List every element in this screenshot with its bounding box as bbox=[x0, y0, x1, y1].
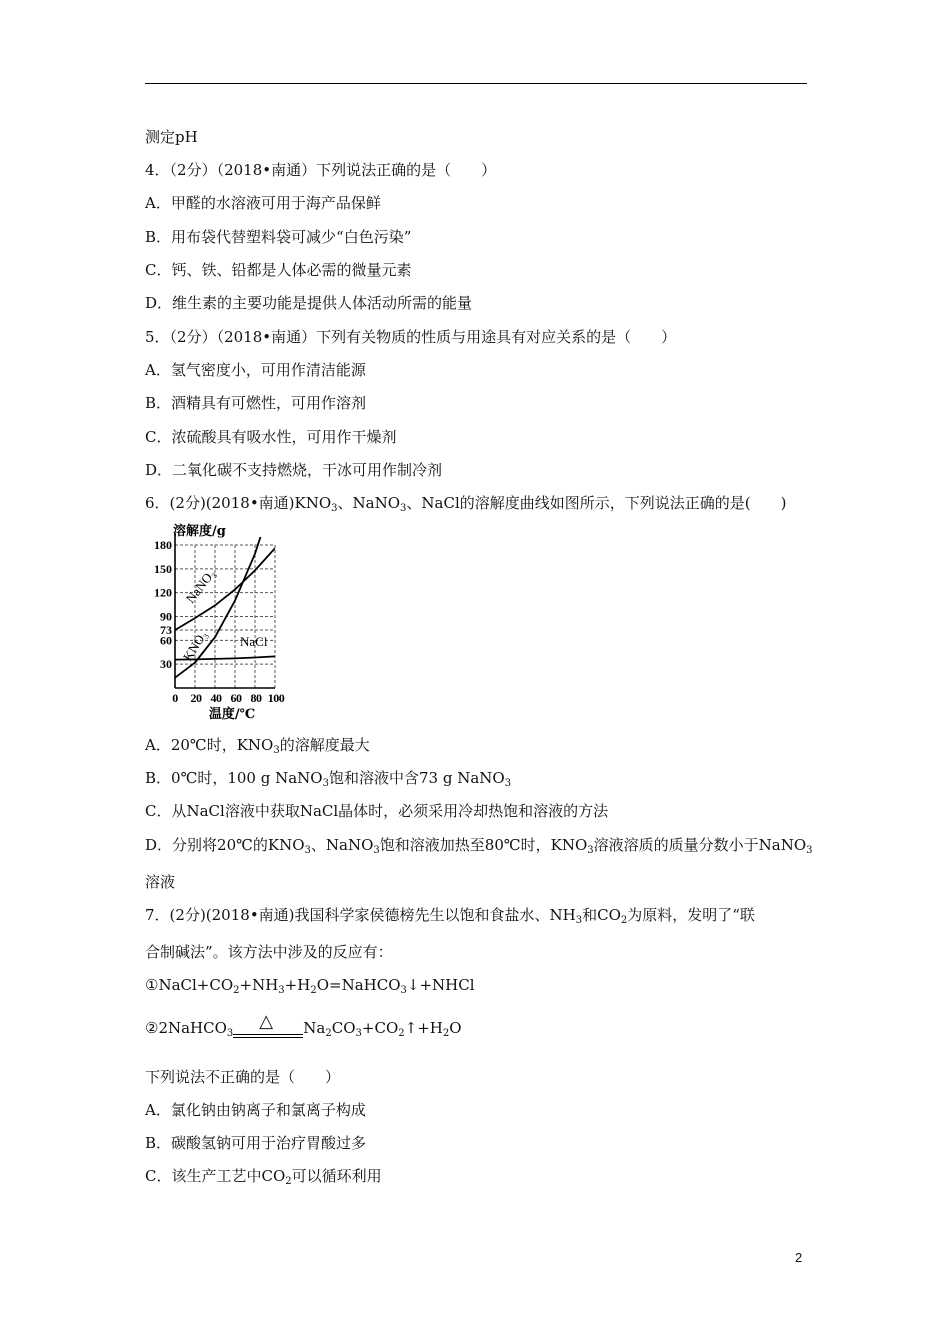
y-tick-label: 120 bbox=[154, 585, 172, 600]
y-tick-label: 90 bbox=[160, 609, 172, 624]
x-tick-label: 0 bbox=[172, 691, 178, 705]
q7-stem: 7．(2分)(2018•南通)我国科学家侯德榜先生以饱和食盐水、$NH_3$和$CO_2$为原料，发明了“联 bbox=[145, 906, 755, 926]
y-tick-label: 73 bbox=[160, 623, 172, 638]
label-kno3: KNO₃ bbox=[179, 627, 210, 664]
q6-option-d-cont: 溶液 bbox=[145, 873, 176, 891]
q4-stem: 4．（2分）（2018•南通）下列说法正确的是（ ） bbox=[145, 161, 497, 179]
y-axis-title: 溶解度/g bbox=[173, 524, 226, 539]
q5-stem: 5．（2分）（2018•南通）下列有关物质的性质与用途具有对应关系的是（ ） bbox=[145, 328, 677, 346]
q6-option-c: C．从NaCl溶液中获取NaCl晶体时，必须采用冷却热饱和溶液的方法 bbox=[145, 802, 609, 820]
q5-option-c: C．浓硫酸具有吸水性，可用作干燥剂 bbox=[145, 428, 397, 446]
y-tick-label: 30 bbox=[160, 657, 172, 672]
label-nacl: NaCl bbox=[240, 634, 268, 649]
q7-option-a: A．氯化钠由钠离子和氯离子构成 bbox=[145, 1101, 366, 1119]
heat-triangle-icon: △ bbox=[259, 1011, 274, 1032]
q7-stem-cont: 合制碱法”。该方法中涉及的反应有： bbox=[145, 943, 393, 961]
q6-option-a: A．20℃时，$KNO_3$的溶解度最大 bbox=[145, 736, 370, 756]
q7-ask: 下列说法不正确的是（ ） bbox=[145, 1068, 341, 1086]
q6-option-b: B．0℃时，100 g NaNO$_3$饱和溶液中含73 g NaNO$_3$ bbox=[145, 769, 512, 789]
equation-2: ②2NaHCO$_3$ △ $Na_2CO_3+CO_2↑+H_2O$ bbox=[145, 1018, 462, 1044]
q4-option-a: A．甲醛的水溶液可用于海产品保鲜 bbox=[145, 194, 381, 212]
q5-option-b: B．酒精具有可燃性，可用作溶剂 bbox=[145, 394, 367, 412]
x-tick-label: 100 bbox=[267, 691, 285, 705]
x-tick-label: 60 bbox=[230, 691, 242, 705]
y-tick-label: 150 bbox=[154, 561, 172, 576]
y-tick-label: 60 bbox=[160, 633, 172, 648]
y-tick-label: 180 bbox=[154, 538, 172, 552]
label-nano3: NaNO₃ bbox=[182, 566, 219, 606]
q5-option-d: D．二氧化碳不支持燃烧，干冰可用作制冷剂 bbox=[145, 461, 443, 479]
equation-1: $①NaCl+CO_2+NH_3+H_2O=NaHCO_3↓+NHCl$ bbox=[145, 976, 475, 996]
q7-option-b: B．碳酸氢钠可用于治疗胃酸过多 bbox=[145, 1134, 367, 1152]
page-number: 2 bbox=[795, 1250, 803, 1265]
x-axis-title: 温度/℃ bbox=[208, 707, 256, 720]
q7-option-c: C．该生产工艺中$CO_2$可以循环利用 bbox=[145, 1167, 382, 1187]
header-rule bbox=[145, 83, 807, 84]
q6-stem: 6．(2分)(2018•南通)$KNO_3$、NaNO$_3$、NaCl的溶解度曲线如图所示，下列说法正确的是( ) bbox=[145, 494, 787, 514]
x-tick-label: 40 bbox=[210, 691, 222, 705]
heat-condition-arrow bbox=[233, 1011, 303, 1044]
q4-option-c: C．钙、铁、铅都是人体必需的微量元素 bbox=[145, 261, 412, 279]
text-line: 测定pH bbox=[145, 128, 198, 146]
x-tick-label: 20 bbox=[190, 691, 202, 705]
solubility-chart bbox=[140, 520, 290, 720]
q4-option-b: B．用布袋代替塑料袋可减少“白色污染” bbox=[145, 228, 412, 246]
q5-option-a: A．氢气密度小，可用作清洁能源 bbox=[145, 361, 366, 379]
x-tick-label: 80 bbox=[250, 691, 262, 705]
q6-option-d: D．分别将20℃的$KNO_3$、NaNO$_3$饱和溶液加热至80℃时，$KNO_3$溶液溶质的质量分数小于NaNO$_3$ bbox=[145, 836, 813, 856]
q4-option-d: D．维生素的主要功能是提供人体活动所需的能量 bbox=[145, 294, 473, 312]
